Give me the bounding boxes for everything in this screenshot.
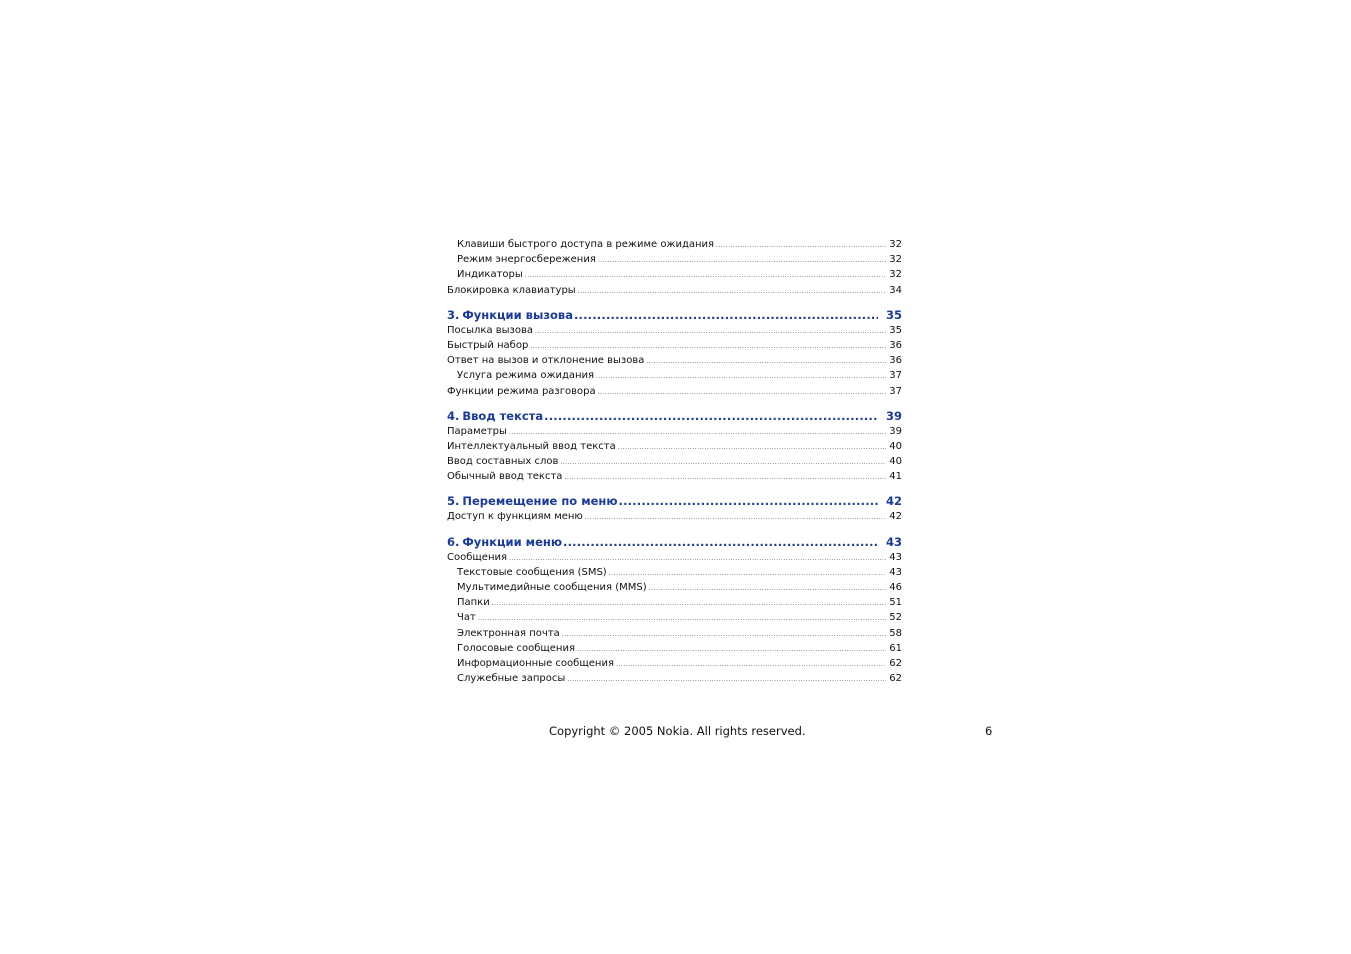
toc-entry-label: Обычный ввод текста <box>447 471 563 483</box>
toc-entry-page-number: 62 <box>889 657 902 669</box>
dot-leader <box>574 308 878 323</box>
toc-entry-page-number: 62 <box>889 673 902 685</box>
toc-entry-label: Индикаторы <box>457 269 523 281</box>
toc-entry-page-number: 58 <box>889 627 902 639</box>
dot-leader <box>567 675 886 685</box>
toc-entry-page-number: 36 <box>889 355 902 367</box>
toc-entry-page-number: 34 <box>889 284 902 296</box>
toc-entry-label: Ввод составных слов <box>447 456 559 468</box>
chapter-title: Функции меню <box>462 534 562 549</box>
toc-entry-label: Голосовые сообщения <box>457 642 575 654</box>
toc-entry-label: Интеллектуальный ввод текста <box>447 440 616 452</box>
toc-entry[interactable] <box>447 283 902 298</box>
toc-entry-label: Ответ на вызов и отклонение вызова <box>447 355 645 367</box>
toc-chapter-heading[interactable] <box>447 308 902 323</box>
toc-chapter-heading[interactable] <box>447 535 902 550</box>
toc-entry-label: Режим энергосбережения <box>457 254 596 266</box>
toc-entry-label: Информационные сообщения <box>457 657 614 669</box>
toc-entry-label: Блокировка клавиатуры <box>447 284 576 296</box>
dot-leader <box>716 241 886 251</box>
toc-entry-page-number: 40 <box>889 456 902 468</box>
chapter-title: Перемещение по меню <box>462 494 618 509</box>
toc-entry-label: Параметры <box>447 425 507 437</box>
dot-leader <box>609 569 887 579</box>
toc-entry-page-number: 32 <box>889 239 902 250</box>
toc-entry-page-number: 46 <box>889 582 902 593</box>
dot-leader <box>578 287 887 297</box>
dot-leader <box>509 554 886 564</box>
chapter-number: 5. <box>447 494 460 509</box>
dot-leader <box>564 473 886 483</box>
toc-entry-page-number: 32 <box>889 269 902 281</box>
toc-entry-page-number: 36 <box>889 339 902 351</box>
chapter-title: Ввод текста <box>462 408 544 423</box>
toc-entry-page-number: 42 <box>889 511 902 523</box>
dot-leader <box>619 494 878 509</box>
toc-entry[interactable] <box>447 469 902 484</box>
toc-entry[interactable] <box>447 384 902 399</box>
dot-leader <box>649 584 887 594</box>
toc-entry-page-number: 37 <box>889 370 902 382</box>
toc-entry[interactable] <box>447 454 902 469</box>
toc-entry-page-number: 39 <box>889 425 902 437</box>
dot-leader <box>577 645 886 655</box>
toc-entry-label: Клавиши быстрого доступа в режиме ожидания <box>457 239 715 250</box>
toc-entry[interactable] <box>447 595 902 610</box>
dot-leader <box>598 388 887 398</box>
dot-leader <box>616 660 886 670</box>
toc-entry-label: Текстовые сообщения (SMS) <box>457 566 607 578</box>
dot-leader <box>478 614 886 624</box>
chapter-number: 3. <box>447 307 460 322</box>
dot-leader <box>562 630 886 640</box>
toc-entry-label: Электронная почта <box>457 627 560 639</box>
toc-entry[interactable] <box>447 353 902 368</box>
footer-copyright: Copyright © 2005 Nokia. All rights reserved. <box>549 724 806 738</box>
chapter-page-number: 35 <box>885 307 902 322</box>
toc-entry-label: Сообщения <box>447 551 508 563</box>
toc-entry-label: Папки <box>457 597 490 609</box>
toc-entry-label: Чат <box>457 612 476 624</box>
toc-entry[interactable] <box>447 439 902 454</box>
chapter-title: Функции вызова <box>462 307 573 322</box>
chapter-number: 6. <box>447 534 460 549</box>
toc-entry[interactable] <box>447 656 902 671</box>
toc-entry[interactable] <box>447 424 902 439</box>
toc-entry-page-number: 52 <box>889 612 902 624</box>
toc-entry-page-number: 41 <box>889 471 902 483</box>
dot-leader <box>618 443 887 453</box>
dot-leader <box>535 327 886 337</box>
toc-entry[interactable] <box>447 626 902 641</box>
dot-leader <box>585 513 886 523</box>
toc-entry[interactable] <box>447 267 902 282</box>
toc-entry[interactable] <box>447 580 902 595</box>
toc-entry-page-number: 32 <box>889 254 902 266</box>
dot-leader <box>530 342 886 352</box>
toc-entry[interactable] <box>447 338 902 353</box>
footer-page-number: 6 <box>985 724 993 738</box>
toc-entry-label: Доступ к функциям меню <box>447 511 583 523</box>
dot-leader <box>563 535 878 550</box>
dot-leader <box>560 458 886 468</box>
toc-entry-page-number: 37 <box>889 385 902 397</box>
dot-leader <box>492 599 887 609</box>
toc-chapter-heading[interactable] <box>447 494 902 509</box>
toc-entry-page-number: 43 <box>889 566 902 578</box>
toc-entry-page-number: 35 <box>889 324 902 336</box>
toc-entry[interactable] <box>447 550 902 565</box>
chapter-number: 4. <box>447 408 460 423</box>
toc-entry[interactable] <box>447 641 902 656</box>
toc-entry-label: Функции режима разговора <box>447 385 596 397</box>
chapter-page-number: 39 <box>885 408 902 423</box>
dot-leader <box>598 256 886 266</box>
toc-entry-label: Мультимедийные сообщения (MMS) <box>457 582 647 593</box>
toc-entry[interactable] <box>447 565 902 580</box>
toc-entry-page-number: 43 <box>889 551 902 563</box>
toc-entry-label: Быстрый набор <box>447 339 529 351</box>
toc-entry[interactable] <box>447 671 902 686</box>
toc-entry[interactable] <box>447 610 902 625</box>
dot-leader <box>596 372 886 382</box>
toc-entry[interactable] <box>447 368 902 383</box>
toc-entry-page-number: 51 <box>889 597 902 609</box>
dot-leader <box>544 409 878 424</box>
chapter-page-number: 42 <box>885 494 902 509</box>
dot-leader <box>525 271 886 281</box>
dot-leader <box>646 357 886 367</box>
toc-entry-page-number: 61 <box>889 642 902 654</box>
chapter-page-number: 43 <box>885 534 902 549</box>
toc-entry-label: Служебные запросы <box>457 673 566 685</box>
toc-entry[interactable] <box>447 237 902 252</box>
toc-entry[interactable] <box>447 252 902 267</box>
toc-entry[interactable] <box>447 509 902 524</box>
toc-entry-label: Услуга режима ожидания <box>457 370 595 382</box>
toc-entry[interactable] <box>447 323 902 338</box>
toc-entry-page-number: 40 <box>889 440 902 452</box>
dot-leader <box>509 428 886 438</box>
toc-chapter-heading[interactable] <box>447 409 902 424</box>
toc-entry-label: Посылка вызова <box>447 324 534 336</box>
table-of-contents <box>447 237 902 686</box>
